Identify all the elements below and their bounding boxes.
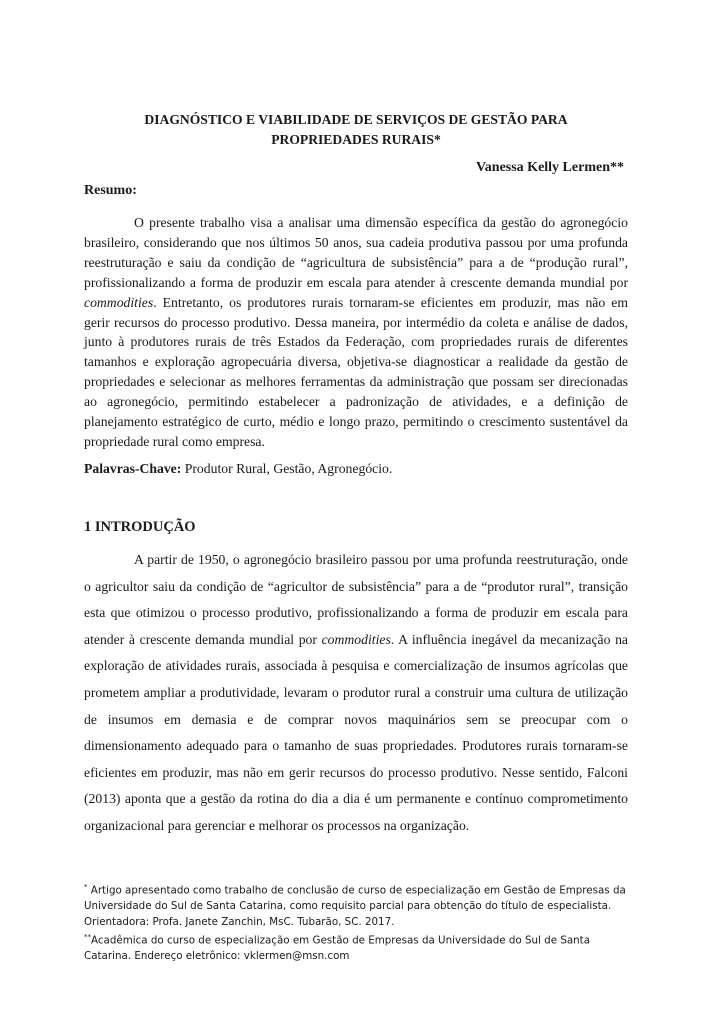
footnotes [84,880,634,965]
footnote-2-mark: ** [84,933,91,942]
intro-italic-term: commodities [321,631,391,647]
section-title-introduction: 1 INTRODUÇÃO [84,519,196,535]
abstract-italic-term: commodities [84,294,154,310]
paper-title [60,110,652,150]
author-name: Vanessa Kelly Lermen** [475,160,624,175]
keywords-text: Produtor Rural, Gestão, Agronegócio. [181,461,393,476]
keywords-line [84,460,392,478]
footnote-1-mark: * [84,883,88,891]
abstract-text [84,213,628,452]
intro-text-part-1: A partir de 1950, o agronegócio brasileiro passou por uma profunda reestruturação, onde o agricultor saiu da condição de “agricultor de subsistência” para a de “produtor rural”, transição esta que otimizou o processo produtivo, profissionalizando a forma de produzir em escala para atender à crescente demanda mundial por [84,552,628,647]
introduction-paragraph [84,547,628,840]
footnote-1 [84,880,634,930]
title-line-1: DIAGNÓSTICO E VIABILIDADE DE SERVIÇOS DE GESTÃO PARA [144,112,568,127]
abstract-text-part-1: O presente trabalho visa a analisar uma dimensão específica da gestão do agronegócio brasileiro, considerando que nos últimos 50 anos, sua cadeia produtiva passou por uma profunda reestruturação e saiu da condição de “agricultura de subsistência” para a de “produção rural”, profissionalizando a forma de produzir em escala para atender à crescente demanda mundial por [84,215,628,290]
footnote-2 [84,930,634,965]
abstract-heading: Resumo: [84,183,137,198]
footnote-2-text: Acadêmica do curso de especialização em Gestão de Empresas da Universidade do Sul de Santa Catarina. Endereço eletrônico: vklermen@msn.com [84,934,591,963]
footnote-1-text: Artigo apresentado como trabalho de conclusão de curso de especialização em Gestão de Empresas da Universidade do Sul de Santa Catarina, como requisito parcial para obtenção do título de especialista. Orientadora: Profa. Janete Zanchin, MsC. Tubarão, SC. 2017. [84,884,626,928]
title-line-2: PROPRIEDADES RURAIS* [271,132,441,147]
intro-text-part-2: . A influência inegável da mecanização na exploração de atividades rurais, associada à pesquisa e comercialização de insumos agrícolas que prometem ampliar a produtividade, levaram o produtor rural a construir uma cultura de utilização de insumos em demasia e de comprar novos maquinários sem se preocupar com o dimensionamento adequado para o tamanho de suas propriedades. Produtores rurais tornaram-se eficientes em produzir, mas não em gerir recursos do processo produtivo. Nesse sentido, Falconi (2013) aponta que a gestão da rotina do dia a dia é um permanente e contínuo comprometimento organizacional para gerenciar e melhorar os processos na organização. [84,631,628,833]
keywords-label: Palavras-Chave: [84,461,182,476]
abstract-text-part-2: . Entretanto, os produtores rurais tornaram-se eficientes em produzir, mas não em gerir recursos do processo produtivo. Dessa maneira, por intermédio da coleta e análise de dados, junto à produtores rurais de três Estados da Federação, com propriedades rurais de diferentes tamanhos e exploração agropecuária diversa, objetiva-se diagnosticar a realidade da gestão de propriedades e selecionar as melhores ferramentas da administração que possam ser direcionadas ao agronegócio, permitindo estabelecer a padronização de atividades, e a definição de planejamento estratégico de curto, médio e longo prazo, permitindo o crescimento sustentável da propriedade rural como empresa. [84,294,628,449]
